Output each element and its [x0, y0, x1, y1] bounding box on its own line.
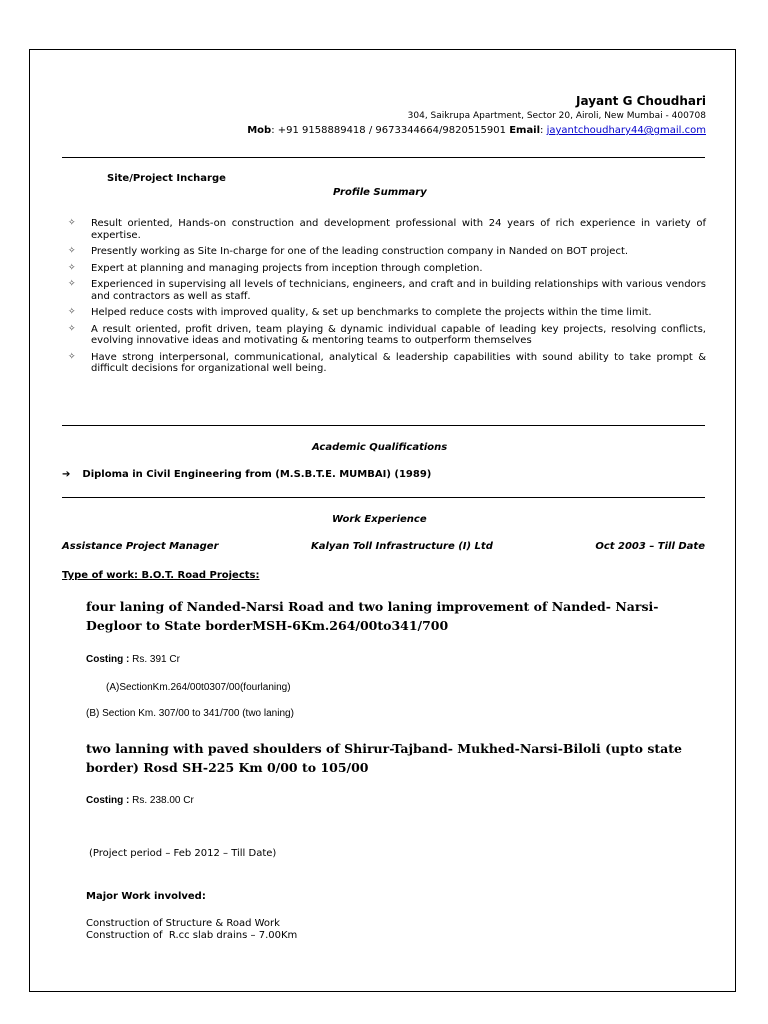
list-item: ✧ Presently working as Site In-charge for one of the leading construction company in Nanded on BOT project.	[68, 246, 629, 257]
project-section-b: (B) Section Km. 307/00 to 341/700 (two laning)	[86, 708, 294, 719]
divider	[62, 157, 705, 158]
major-work-list	[86, 918, 297, 942]
project-title: two lanning with paved shoulders of Shirur-Tajband- Mukhed-Narsi-Biloli (upto state border) Rosd SH-225 Km 0/00 to 105/00	[86, 741, 682, 775]
list-item: ✧ Experienced in supervising all levels of technicians, engineers, and craft and in building relationships with various vendors and contractors as well as staff.	[68, 279, 706, 302]
list-item: ✧ A result oriented, profit driven, team playing & dynamic individual capable of leading key projects, resolving conflicts, evolving innovative ideas and motivating & mentoring teams to outperform themselves	[68, 323, 706, 346]
list-item: ✧ Have strong interpersonal, communicational, analytical & leadership capabilities with sound ability to take prompt & difficult decisions for organizational well being.	[68, 351, 706, 374]
qualification-item: ➔ Diploma in Civil Engineering from (M.S.B.T.E. MUMBAI) (1989)	[62, 469, 432, 480]
bullet-icon: ✧	[68, 262, 76, 273]
list-item: ✧ Helped reduce costs with improved quality, & set up benchmarks to complete the projects within the time limit.	[68, 307, 652, 318]
arrow-icon: ➔	[62, 469, 71, 480]
project-costing: Costing : Rs. 238.00 Cr	[86, 795, 194, 806]
academic-qualifications-title: Academic Qualifications	[312, 442, 448, 453]
work-experience-title: Work Experience	[332, 514, 427, 525]
job-dates: Oct 2003 – Till Date	[595, 541, 705, 552]
bullet-icon: ✧	[68, 246, 76, 256]
divider	[62, 497, 705, 498]
bullet-icon: ✧	[68, 279, 76, 289]
bullet-icon: ✧	[68, 218, 76, 228]
project-costing: Costing : Rs. 391 Cr	[86, 654, 180, 665]
list-item: Construction of R.cc slab drains – 7.00Km	[86, 930, 298, 941]
profile-summary-title: Profile Summary	[333, 187, 427, 198]
job-position: Assistance Project Manager	[62, 541, 219, 552]
email-label: Email	[509, 125, 541, 136]
mob-value: : +91 9158889418 / 9673344664/9820515901	[271, 125, 506, 136]
bullet-icon: ✧	[68, 351, 76, 362]
email-colon: :	[540, 125, 544, 136]
candidate-name: Jayant G Choudhari	[576, 94, 706, 108]
divider	[62, 425, 705, 426]
project-title: four laning of Nanded-Narsi Road and two laning improvement of Nanded- Narsi- Degloor to State borderMSH-6Km.264/00to341/700	[86, 599, 659, 633]
email-link[interactable]: jayantchoudhary44@gmail.com	[546, 125, 706, 136]
type-of-work: Type of work: B.O.T. Road Projects:	[62, 570, 260, 581]
contact-line	[247, 125, 706, 136]
mob-label: Mob	[247, 125, 272, 136]
list-item: Construction of Structure & Road Work	[86, 918, 280, 929]
bullet-icon: ✧	[68, 323, 76, 334]
role-title: Site/Project Incharge	[107, 173, 226, 184]
profile-summary-list	[66, 218, 706, 380]
list-item: ✧ Expert at planning and managing projects from inception through completion.	[68, 262, 483, 274]
list-item: ✧ Result oriented, Hands-on construction and development professional with 24 years of rich experience in variety of expertise.	[68, 218, 706, 241]
job-company: Kalyan Toll Infrastructure (I) Ltd	[311, 541, 493, 552]
project-period: (Project period – Feb 2012 – Till Date)	[89, 848, 277, 859]
address: 304, Saikrupa Apartment, Sector 20, Airoli, New Mumbai - 400708	[407, 111, 706, 121]
major-work-title: Major Work involved:	[86, 891, 206, 902]
bullet-icon: ✧	[68, 307, 76, 317]
project-section-a: (A)SectionKm.264/00t0307/00(fourlaning)	[106, 682, 291, 693]
